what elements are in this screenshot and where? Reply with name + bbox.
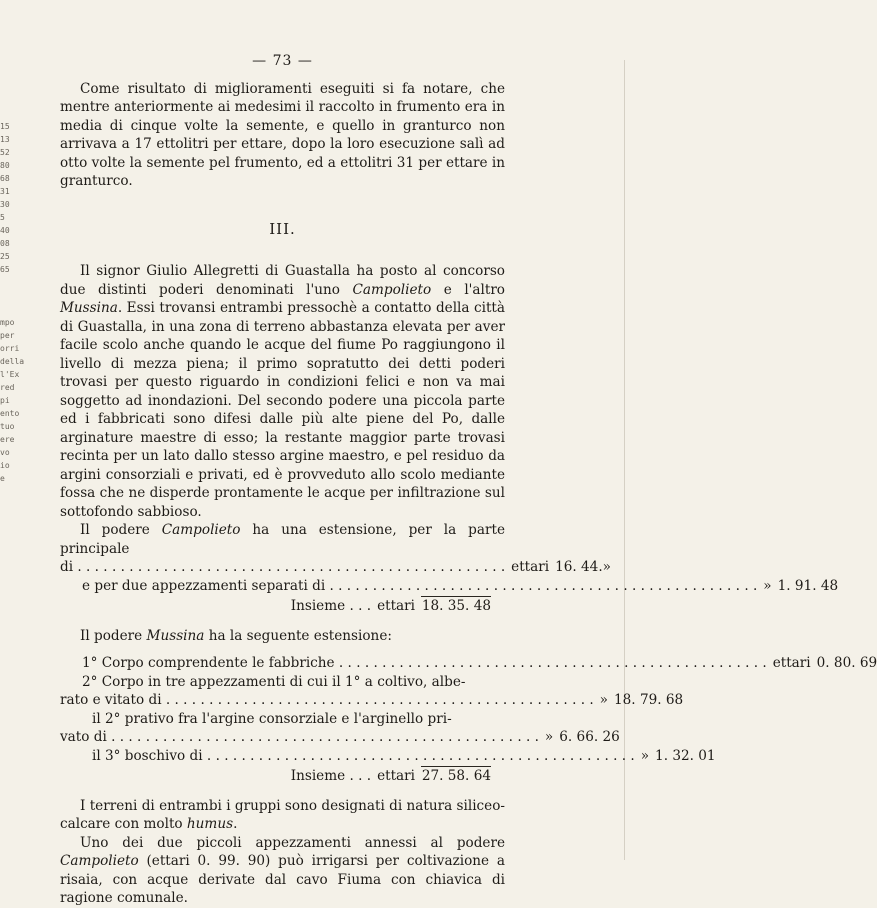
page-body bbox=[60, 52, 877, 908]
margin-fragment: e bbox=[0, 474, 5, 483]
section-heading: III. bbox=[269, 219, 296, 238]
paragraph-irrigazione: Uno dei due piccoli appezzamenti annessi al podere Campolieto (ettari 0. 99. 90) può irrigarsi per coltivazione a risaia, con acque derivate dal cavo Fiuma con chiavica di ragione comunale. bbox=[60, 834, 505, 906]
paragraph-improvements: Come risultato di miglioramenti eseguiti si fa notare, che mentre anteriormente ai medesimi il raccolto in frumento era in media di cinque volte la semente, e quello in granturco non arrivava a 17 ettolitri per ettare, dopo la loro esecuzione salì ad otto volte la semente pel frumento, ed a ettolitri 31 per ettare in granturco. bbox=[60, 80, 505, 189]
paragraph-poderi: Il signor Giulio Allegretti di Guastalla ha posto al concorso due distinti poderi denominati l'uno Campolieto e l'altro Mussina. Essi trovansi entrambi pressochè a contatto della città di Guastalla, in una zona di terreno abbastanza elevata per aver facile scolo anche quando le acque del fiume Po raggiungono il livello di mezza piena; il primo sopratutto dei detti poderi trovasi per questo riguardo in condizioni felici e non va mai soggetto ad inondazioni. Del secondo podere una piccola parte ed i fabbricati sono difesi dalle più alte piene del Po, dalle arginature maestre di esso; la restante maggior parte trovasi recinta per un lato dallo stesso argine maestro, e pel residuo da argini consorziali e privati, ed è provveduto allo scolo mediante fossa che ne disperde prontamente le acque per infiltrazione sul sottofondo sabbioso. bbox=[60, 263, 505, 520]
margin-fragment: tuo bbox=[0, 422, 15, 431]
page-edge bbox=[624, 60, 625, 860]
mussina-row-3-line1: il 2° prativo fra l'argine consorziale e l'arginello pri- bbox=[92, 710, 452, 727]
margin-fragment: 30 bbox=[0, 200, 10, 209]
margin-fragment: ento bbox=[0, 409, 20, 418]
margin-fragment: 08 bbox=[0, 239, 10, 248]
paragraph-terreni: I terreni di entrambi i gruppi sono designati di natura siliceo-calcare con molto humus. bbox=[60, 797, 505, 832]
campolieto-intro: Il podere Campolieto ha una estensione, per la parte principale bbox=[60, 522, 505, 557]
margin-fragment: 80 bbox=[0, 161, 10, 170]
campolieto-total-row: Insieme . . . ettari 18. 35. 48 bbox=[290, 598, 491, 614]
margin-fragment: 31 bbox=[0, 187, 10, 196]
podere-name: Mussina bbox=[60, 300, 118, 316]
adjacent-page-fragments bbox=[0, 120, 25, 740]
margin-fragment: 68 bbox=[0, 174, 10, 183]
margin-fragment: 65 bbox=[0, 265, 10, 274]
margin-fragment: vo bbox=[0, 448, 10, 457]
mussina-row-2-line1: 2° Corpo in tre appezzamenti di cui il 1° a coltivo, albe- bbox=[82, 673, 466, 690]
margin-fragment: orri bbox=[0, 344, 20, 353]
mussina-intro: Il podere Mussina ha la seguente estensione: bbox=[80, 627, 392, 644]
margin-fragment: pi bbox=[0, 396, 10, 405]
margin-fragment: 25 bbox=[0, 252, 10, 261]
mussina-row-4: il 3° boschivo di . . . » 1. 32. 01 bbox=[60, 747, 505, 766]
margin-fragment: ere bbox=[0, 435, 15, 444]
podere-name: Campolieto bbox=[352, 281, 432, 298]
margin-fragment: 40 bbox=[0, 226, 10, 235]
mussina-row-2: rato e vitato di . . . » 18. 79. 68 bbox=[60, 691, 505, 710]
mussina-row-3: vato di . . . » 6. 66. 26 bbox=[60, 728, 505, 747]
page-number: — 73 — bbox=[252, 53, 313, 69]
mussina-row-1: 1° Corpo comprendente le fabbriche . . . ettari 0. 80. 69 bbox=[60, 654, 505, 673]
margin-fragment: 52 bbox=[0, 148, 10, 157]
margin-fragment: per bbox=[0, 331, 15, 340]
campolieto-row-main: di . . . ettari 16. 44. » bbox=[60, 558, 505, 577]
margin-fragment: 5 bbox=[0, 213, 5, 222]
margin-fragment: io bbox=[0, 461, 10, 470]
margin-fragment: l'Ex bbox=[0, 370, 20, 379]
margin-fragment: 13 bbox=[0, 135, 10, 144]
margin-fragment: red bbox=[0, 383, 15, 392]
campolieto-row-separate: e per due appezzamenti separati di . . . » 1. 91. 48 bbox=[60, 577, 505, 596]
margin-fragment: della bbox=[0, 357, 25, 366]
mussina-total-row: Insieme . . . ettari 27. 58. 64 bbox=[290, 768, 491, 784]
margin-fragment: 15 bbox=[0, 122, 10, 131]
margin-fragment: mpo bbox=[0, 318, 15, 327]
